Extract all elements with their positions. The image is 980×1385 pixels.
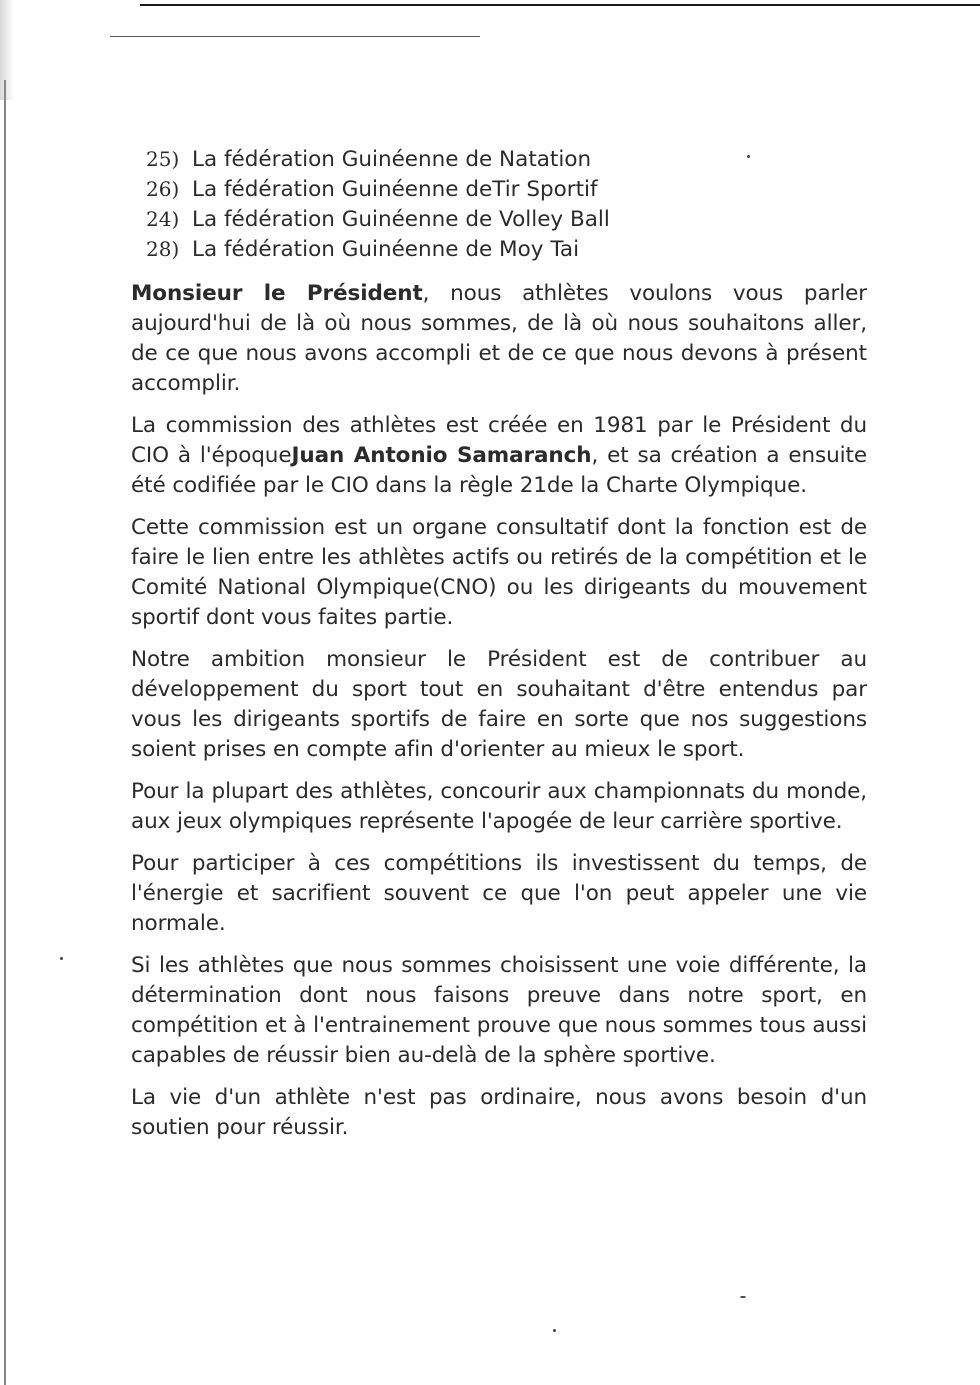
paragraph-text: , et sa création a ensuite été codifiée par le CIO dans la règle 21de la Charte Olympique.: [131, 443, 868, 498]
list-item: [146, 204, 610, 234]
name-bold: Juan Antonio Samaranch: [291, 443, 592, 468]
list-text: La fédération Guinéenne de Natation: [192, 147, 592, 172]
list-text: La fédération Guinéenne deTir Sportif: [192, 177, 598, 202]
list-number: 24): [146, 207, 180, 231]
paragraph-investment: Pour participer à ces compétitions ils investissent du temps, de l'énergie et sacrifient souvent ce que l'on peut appeler une vie normale.: [131, 851, 867, 936]
list-item: [146, 234, 610, 264]
list-item: [146, 174, 610, 204]
salutation-bold: Monsieur le Président: [131, 281, 423, 306]
scan-border-top: [140, 4, 980, 6]
paragraph-commission-role: Cette commission est un organe consultatif dont la fonction est de faire le lien entre les athlètes actifs ou retirés de la compétition et le Comité National Olympique(CNO) ou les dirigeants du mouvement sportif dont vous faites partie.: [131, 515, 867, 630]
paragraph-support: La vie d'un athlète n'est pas ordinaire, nous avons besoin d'un soutien pour réussir.: [131, 1085, 867, 1140]
paragraph-determination: Si les athlètes que nous sommes choisissent une voie différente, la détermination dont nous faisons preuve dans notre sport, en compétition et à l'entrainement prouve que nous sommes tous aussi capables de réussir bien au-delà de la sphère sportive.: [131, 953, 867, 1068]
scan-speck: [747, 155, 750, 158]
list-number: 26): [146, 177, 180, 201]
paragraph-text: La commission des athlètes est créée en 1981 par le Président du CIO à l'époque: [131, 413, 867, 468]
paragraph-text: , nous athlètes voulons vous parler aujourd'hui de là où nous sommes, de là où nous souhaitons aller, de ce que nous avons accompli et de ce que nous devons à présent accomplir.: [131, 281, 867, 396]
federation-list: [146, 144, 610, 264]
list-text: La fédération Guinéenne de Moy Tai: [192, 237, 580, 262]
scan-speck: [60, 957, 63, 960]
list-item: [146, 144, 610, 174]
list-number: 25): [146, 147, 180, 171]
scan-border-left: [4, 80, 6, 1385]
paragraph-championships: Pour la plupart des athlètes, concourir aux championnats du monde, aux jeux olympiques représente l'apogée de leur carrière sportive.: [131, 779, 867, 834]
scan-border-line: [110, 36, 480, 37]
document-body: [131, 279, 867, 1155]
scan-speck: [553, 1329, 556, 1332]
paragraph-commission-history: [131, 411, 867, 501]
list-text: La fédération Guinéenne de Volley Ball: [192, 207, 610, 232]
paragraph-address: [131, 279, 867, 399]
scan-shadow-left: [0, 0, 14, 100]
paragraph-ambition: Notre ambition monsieur le Président est de contribuer au développement du sport tout en souhaitant d'être entendus par vous les dirigeants sportifs de faire en sorte que nos suggestions soient prises en compte afin d'orienter au mieux le sport.: [131, 647, 867, 762]
scan-speck: [740, 1296, 746, 1298]
list-number: 28): [146, 237, 180, 261]
